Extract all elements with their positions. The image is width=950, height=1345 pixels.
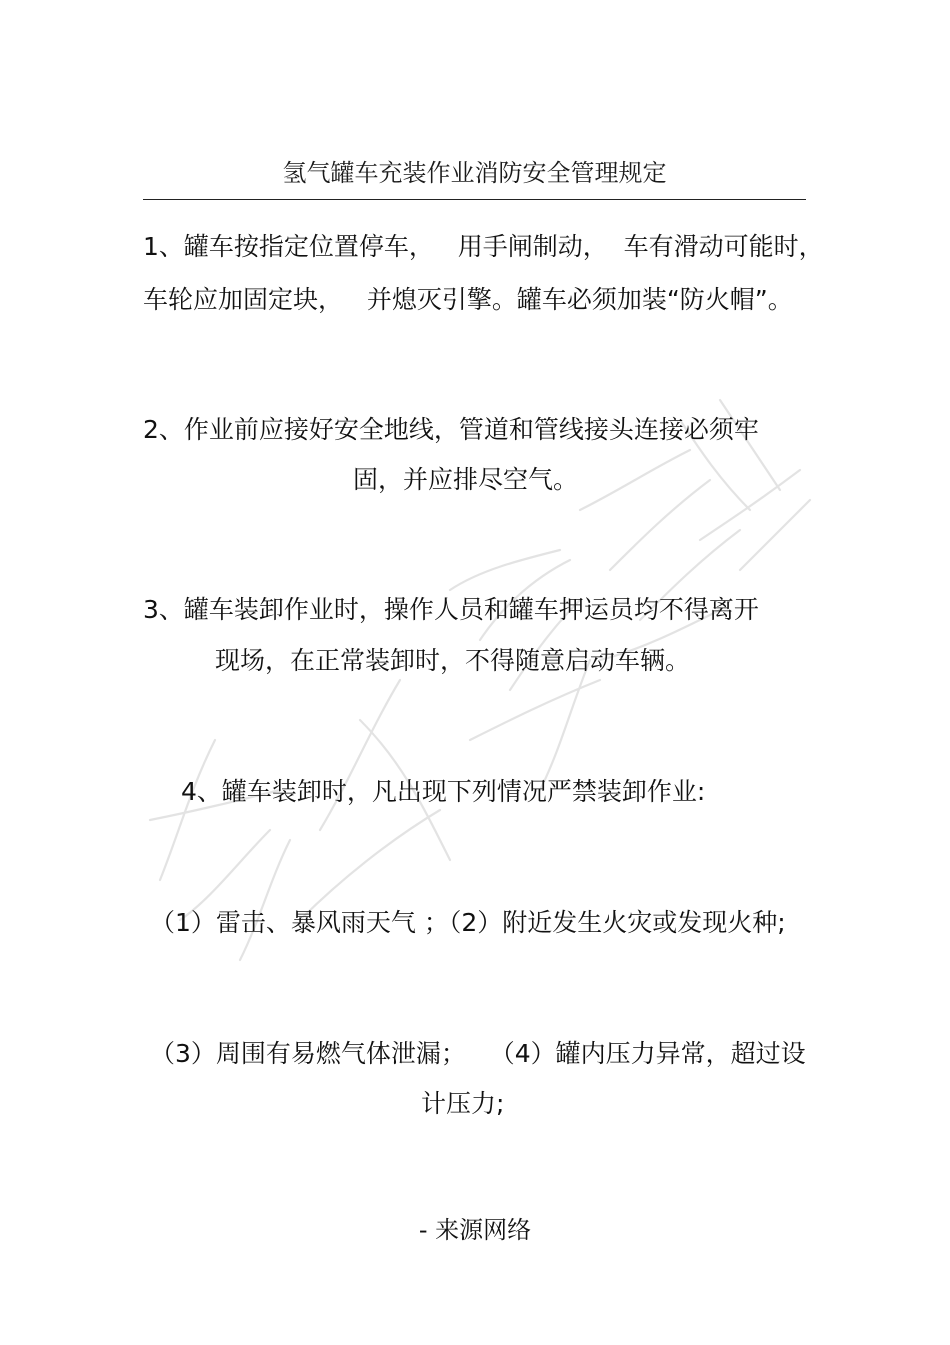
title-divider — [143, 199, 806, 200]
item1-line1: 1、罐车按指定位置停车， 用手闸制动， 车有滑动可能时， — [143, 232, 824, 261]
item3-line2: 现场，在正常装卸时，不得随意启动车辆。 — [215, 646, 691, 675]
conditions-line1: （1）雷击、暴风雨天气 ；（2）附近发生火灾或发现火种; — [150, 908, 786, 937]
conditions-line3: 计压力; — [421, 1089, 505, 1118]
document-title: 氢气罐车充装作业消防安全管理规定 — [282, 159, 667, 187]
item3-line1: 3、罐车装卸作业时，操作人员和罐车押运员均不得离开 — [143, 595, 759, 624]
item1-line2: 车轮应加固定块， 并熄灭引擎。罐车必须加装“防火帽”。 — [143, 285, 793, 314]
conditions-line2: （3）周围有易燃气体泄漏； （4）罐内压力异常，超过设 — [150, 1039, 806, 1068]
item2-line1: 2、作业前应接好安全地线，管道和管线接头连接必须牢 — [143, 415, 759, 444]
source-footer: - 来源网络 — [418, 1216, 532, 1244]
item2-line2: 固，并应排尽空气。 — [353, 465, 579, 494]
item4-line1: 4、罐车装卸时，凡出现下列情况严禁装卸作业: — [181, 777, 706, 806]
